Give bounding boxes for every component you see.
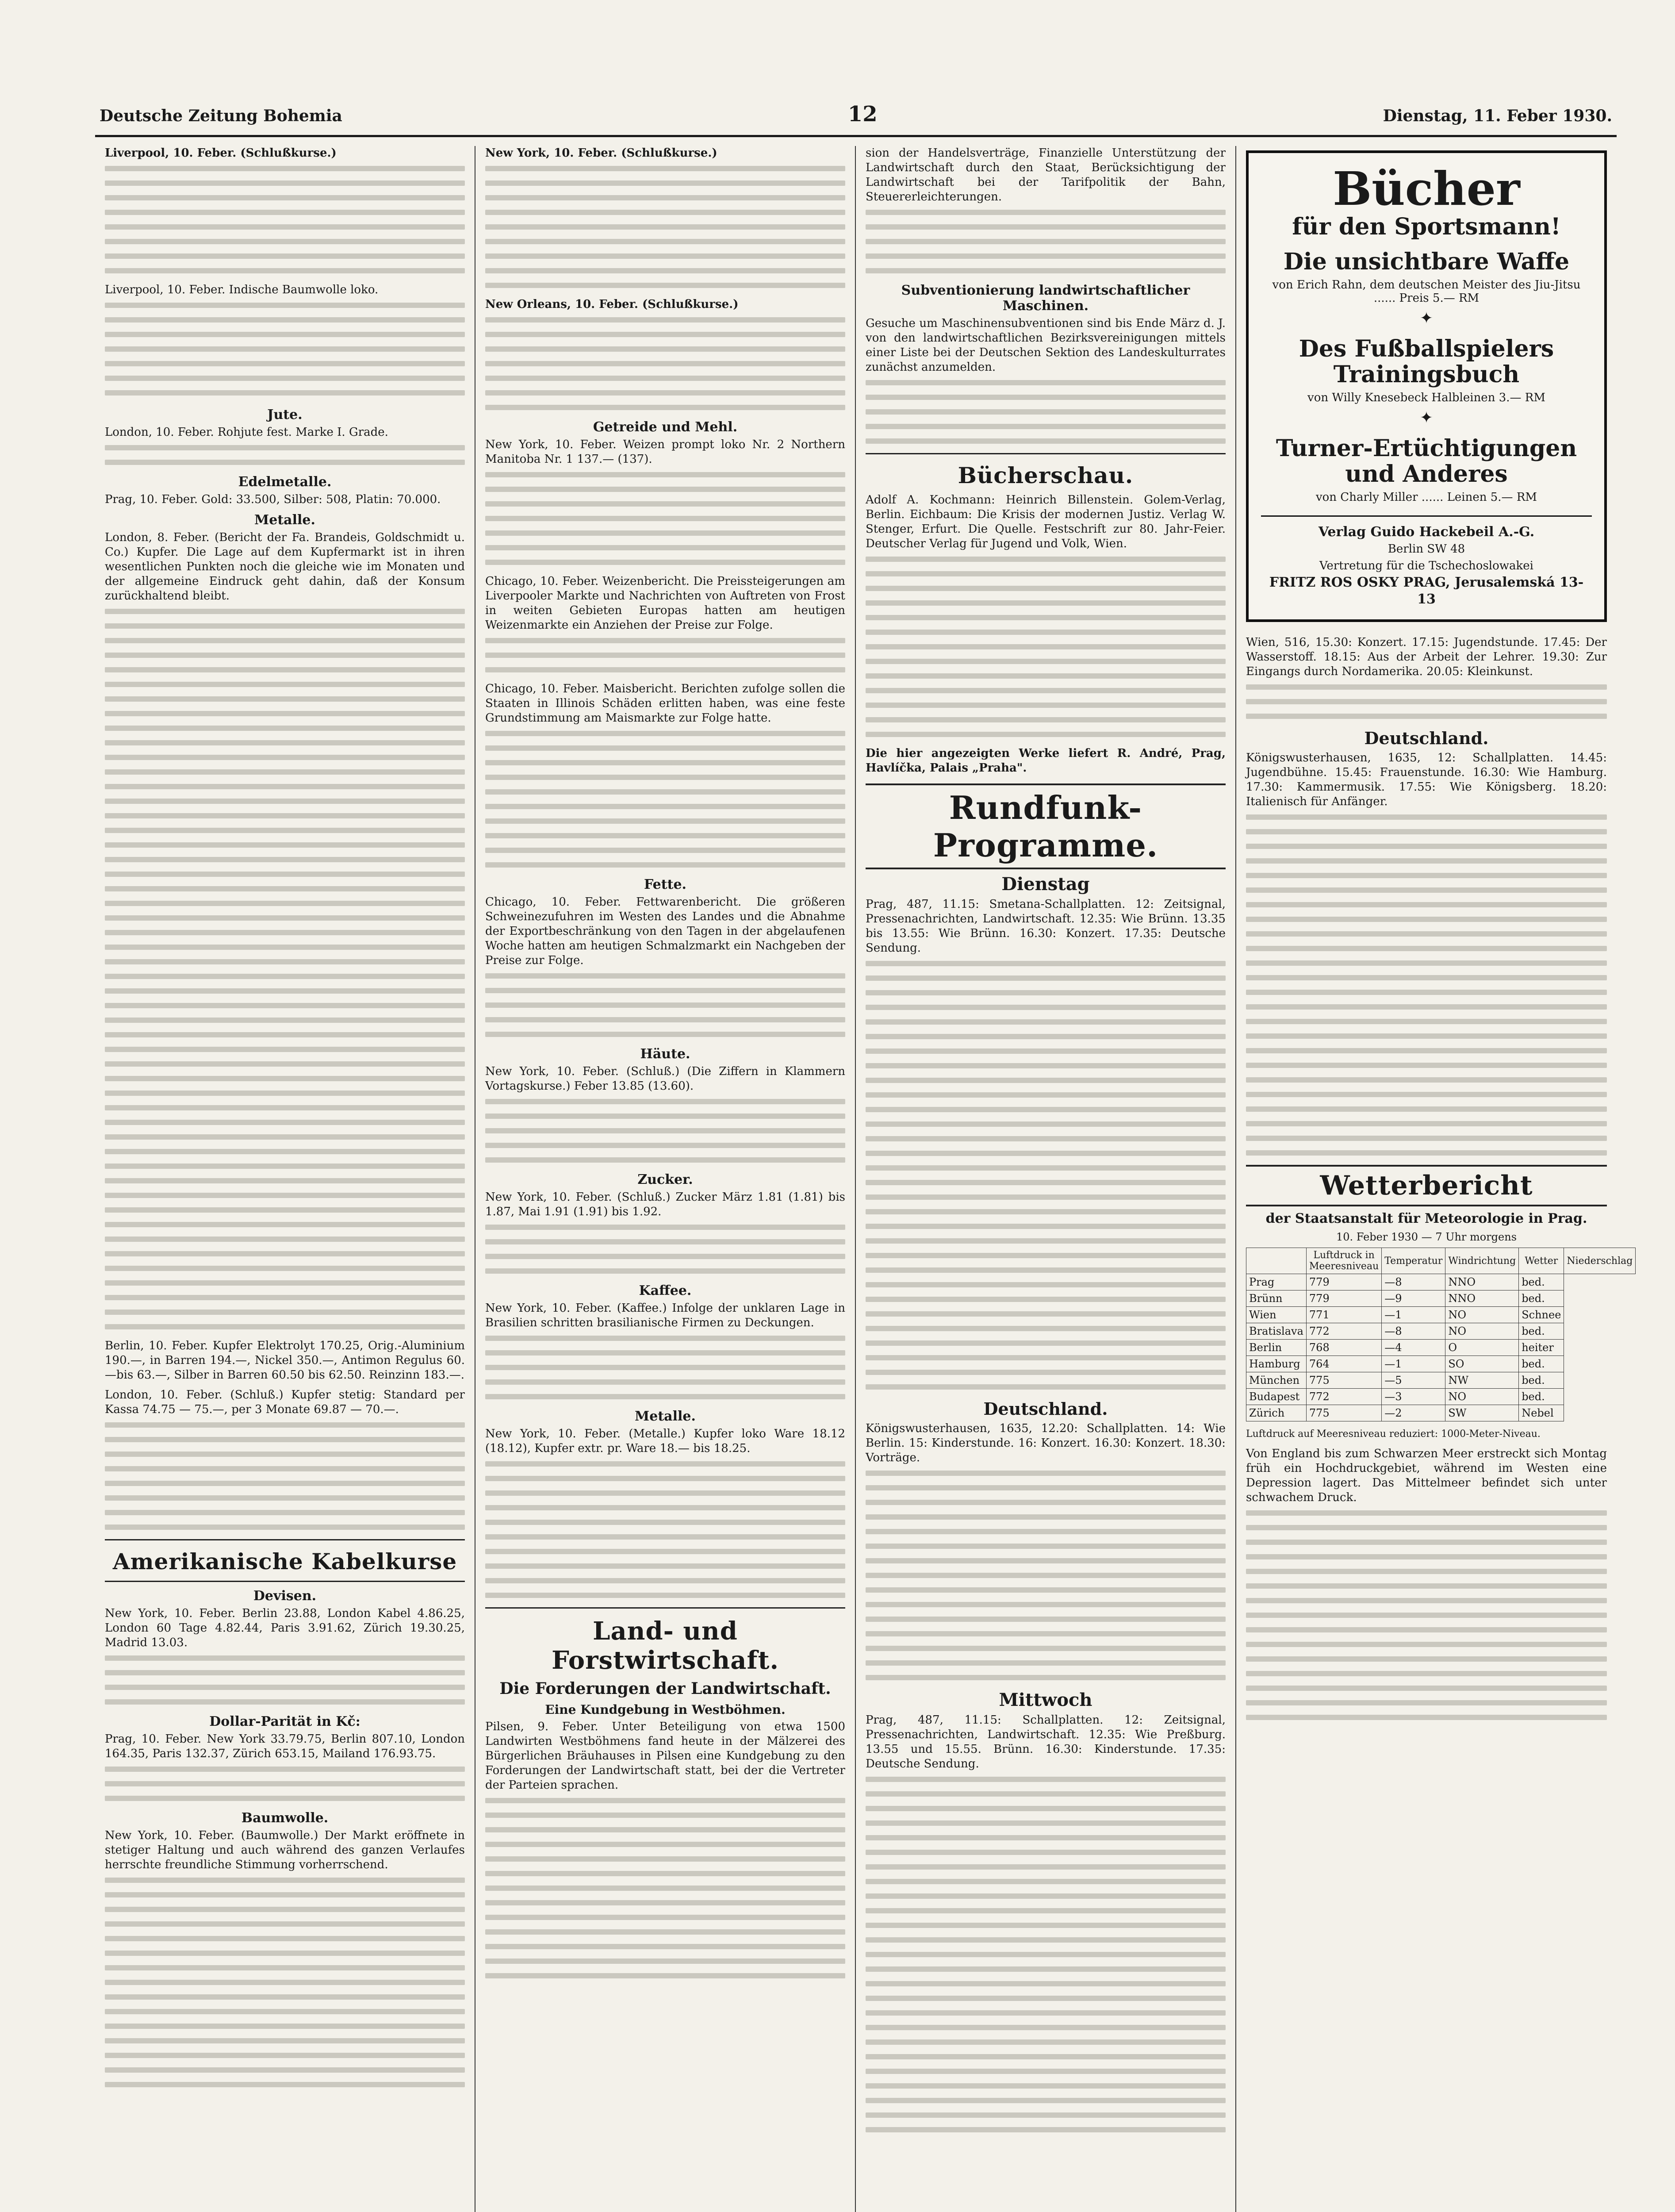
radio-wien-text: Wien, 516, 15.30: Konzert. 17.15: Jugendstunde. 17.45: Der Wasserstoff. 18.15: Aus der Arbeit der Lehrer. 19.30: Zur Eingangs durch Nordamerika. 20.05: Kleinkunst. — [1246, 636, 1607, 678]
weather-col-temperatur: Temperatur — [1382, 1248, 1445, 1274]
chicago-mais-text: Chicago, 10. Feber. Maisbericht. Berichten zufolge sollen die Staaten in Illinois Schäden erlitten haben, was eine feste Grundstimmung am Maismarkte zur Folge hatte. — [485, 682, 845, 725]
weather-cell: NNO — [1445, 1290, 1519, 1307]
ad-subhead: für den Sportsmann! — [1292, 213, 1561, 240]
weather-cell: NO — [1445, 1389, 1519, 1405]
wetter-note: Luftdruck auf Meeresniveau reduziert: 1000-Meter-Niveau. — [1246, 1429, 1541, 1440]
land-text: Pilsen, 9. Feber. Unter Beteiligung von etwa 1500 Landwirten Westböhmens fand heute in der Mälzerei des Bürgerlichen Bräuhauses in Pilsen eine Kundgebung zu den Forderungen der Landwirtschaft statt, bei der die Vertreter der Parteien sprachen. — [485, 1720, 845, 1792]
wetterbericht-subheading: der Staatsanstalt für Meteorologie in Prag. — [1265, 1211, 1587, 1226]
devisen-heading: Devisen. — [253, 1588, 317, 1604]
weather-station: München — [1246, 1372, 1307, 1389]
deutschland-text-1: Königswusterhausen, 1635, 12.20: Schallplatten. 14: Wie Berlin. 15: Kinderstunde. 16: Konzert. 16.30: Konzert. 18.30: Vorträge. — [866, 1422, 1226, 1464]
column-1 — [95, 146, 475, 2212]
weather-table-row — [1246, 1323, 1636, 1340]
baumwolle-text: New York, 10. Feber. (Baumwolle.) Der Markt eröffnete in stetiger Haltung und auch während des ganzen Verlaufes herrschte freundliche Stimmung vorherrschend. — [105, 1829, 465, 1871]
ad-book-1-author: von Erich Rahn, dem deutschen Meister des Jiu-Jitsu ...... Preis 5.— RM — [1272, 278, 1581, 305]
weather-station: Hamburg — [1246, 1356, 1307, 1372]
subventionierung-heading: Subventionierung landwirtschaftlicher Maschinen. — [901, 283, 1190, 314]
weather-table-row — [1246, 1290, 1636, 1307]
weather-cell: O — [1445, 1340, 1519, 1356]
berlin-metal-text: Berlin, 10. Feber. Kupfer Elektrolyt 170.25, Orig.-Aluminium 190.—, in Barren 194.—, Nickel 350.—, Antimon Regulus 60.—bis 63.—, Silber in Barren 60.50 bis 62.50. Reinzinn 183.—. — [105, 1339, 465, 1382]
liverpool-indian: Liverpool, 10. Feber. Indische Baumwolle loko. — [105, 283, 379, 296]
ad-separator-1: ✦ — [1419, 309, 1434, 327]
weather-col-wind: Windrichtung — [1445, 1248, 1519, 1274]
kaffee-heading: Kaffee. — [639, 1283, 692, 1298]
weather-station: Bratislava — [1246, 1323, 1307, 1340]
metalle-heading: Metalle. — [254, 512, 315, 528]
weather-cell: bed. — [1519, 1290, 1564, 1307]
devisen-text: New York, 10. Feber. Berlin 23.88, London Kabel 4.86.25, London 60 Tage 4.82.44, Paris 3.91.62, Zürich 19.30.25, Madrid 13.03. — [105, 1607, 465, 1649]
chicago-weizen-text: Chicago, 10. Feber. Weizenbericht. Die Preissteigerungen am Liverpooler Markte und Nachrichten von Auftreten von Frost in weiten Gebieten Europas hatten am heutigen Weizenmarkte ein Anziehen der Preise zur Folge. — [485, 575, 845, 632]
haeute-heading: Häute. — [640, 1046, 690, 1062]
land-subheading-2: Eine Kundgebung in Westböhmen. — [545, 1702, 786, 1717]
ad-publisher: Verlag Guido Hackebeil A.-G. Berlin SW 48 Vertretung für die Tschechoslowakei FRITZ ROS OSKY PRAG, Jerusalemská 13-13 — [1261, 515, 1592, 608]
ad-book-1-title: Die unsichtbare Waffe — [1283, 248, 1570, 275]
ad-book-3-author: von Charly Miller ...... Leinen 5.— RM — [1315, 491, 1537, 504]
price-table-neworleans — [485, 317, 845, 410]
deutschland-text-2: Königswusterhausen, 1635, 12: Schallplatten. 14.45: Jugendbühne. 15.45: Frauenstunde. 16.30: Wie Hamburg. 17.30: Kammermusik. 17.55: Wie Königsberg. 18.20: Italienisch für Anfänger. — [1246, 751, 1607, 808]
weather-cell: NO — [1445, 1323, 1519, 1340]
fette-text: Chicago, 10. Feber. Fettwarenbericht. Die größeren Schweinezufuhren im Westen des Landes und die Abnahme der Exportbeschränkung von den Tagen in der abgelaufenen Woche hatten am heutigen Schmalzmarkt ein Nachgeben der Preise zur Folge. — [485, 895, 845, 967]
weather-cell: SW — [1445, 1405, 1519, 1421]
weather-cell: NO — [1445, 1307, 1519, 1323]
zucker-heading: Zucker. — [637, 1172, 693, 1187]
getreide-heading: Getreide und Mehl. — [593, 419, 738, 435]
ad-headline: Bücher — [1333, 161, 1520, 216]
weather-col-niederschlag: Niederschlag — [1564, 1248, 1636, 1274]
wetter-table-caption: 10. Feber 1930 — 7 Uhr morgens — [1336, 1231, 1517, 1243]
buecherschau-heading: Bücherschau. — [958, 462, 1134, 488]
masthead — [95, 102, 1617, 137]
column-2 — [475, 146, 856, 2212]
forderungen-fortsetzung: sion der Handelsverträge, Finanzielle Unterstützung der Landwirtschaft durch den Staat, Berücksichtigung der Landwirtschaft bei der Tarifpolitik der Bahn, Steuererleichterungen. — [866, 146, 1226, 204]
mittwoch-text: Prag, 487, 11.15: Schallplatten. 12: Zeitsignal, Pressenachrichten, Landwirtschaft. 12.35: Wie Preßburg. 13.55 und 15.55. Brünn. 16.30: Kinderstunde. 17.35: Deutsche Sendung. — [866, 1713, 1226, 1770]
price-table-newyork — [485, 166, 845, 288]
amerikanische-kabelkurse-heading: Amerikanische Kabelkurse — [112, 1548, 457, 1575]
weather-cell: —9 — [1382, 1290, 1445, 1307]
ad-separator-2: ✦ — [1419, 409, 1434, 427]
page-number: 12 — [847, 102, 878, 127]
weather-station: Berlin — [1246, 1340, 1307, 1356]
jute-heading: Jute. — [267, 407, 303, 422]
weather-table-row — [1246, 1389, 1636, 1405]
columns — [95, 146, 1633, 2212]
weather-cell: —5 — [1382, 1372, 1445, 1389]
weather-cell: —2 — [1382, 1405, 1445, 1421]
weather-cell: 775 — [1306, 1372, 1381, 1389]
wetter-text: Von England bis zum Schwarzen Meer erstreckt sich Montag früh ein Hochdruckgebiet, während im Westen eine Depression lagert. Das Mittelmeer befindet sich unter schwachem Druck. — [1246, 1447, 1607, 1504]
land-subheading: Die Forderungen der Landwirtschaft. — [499, 1679, 831, 1698]
weather-table-row — [1246, 1372, 1636, 1389]
subventionierung-text: Gesuche um Maschinensubventionen sind bis Ende März d. J. von den landwirtschaftlichen Bezirksvereinigungen mittels einer Liste bei der Deutschen Sektion des Landeskulturrates zunächst anzumelden. — [866, 317, 1226, 374]
weather-cell: —1 — [1382, 1356, 1445, 1372]
weather-cell: 772 — [1306, 1323, 1381, 1340]
jute-text: London, 10. Feber. Rohjute fest. Marke I. Grade. — [105, 426, 388, 439]
london-metal-text: London, 10. Feber. (Schluß.) Kupfer stetig: Standard per Kassa 74.75 — 75.—, per 3 Monate 69.87 — 70.—. — [105, 1388, 465, 1416]
weather-cell: Nebel — [1519, 1405, 1564, 1421]
dienstag-heading: Dienstag — [1001, 874, 1090, 895]
ad-book-2-author: von Willy Knesebeck Halbleinen 3.— RM — [1307, 391, 1545, 404]
weather-cell: —3 — [1382, 1389, 1445, 1405]
ad-book-2-title: Des Fußballspielers Trainingsbuch — [1299, 335, 1554, 388]
wetterbericht-heading: Wetterbericht — [1246, 1165, 1607, 1206]
edelmetalle-heading: Edelmetalle. — [238, 474, 332, 490]
weather-cell: bed. — [1519, 1356, 1564, 1372]
weather-cell: 768 — [1306, 1340, 1381, 1356]
weather-cell: —4 — [1382, 1340, 1445, 1356]
weather-cell: bed. — [1519, 1274, 1564, 1290]
weather-col-wetter: Wetter — [1519, 1248, 1564, 1274]
column-3 — [856, 146, 1236, 2212]
weather-station: Prag — [1246, 1274, 1307, 1290]
weather-cell: —1 — [1382, 1307, 1445, 1323]
weather-cell: 772 — [1306, 1389, 1381, 1405]
weather-table-header — [1246, 1248, 1636, 1274]
weather-cell: 771 — [1306, 1307, 1381, 1323]
baumwolle-heading: Baumwolle. — [241, 1810, 329, 1826]
price-table-liverpool — [105, 166, 465, 273]
buecherschau-hinweis: Die hier angezeigten Werke liefert R. André, Prag, Havlíčka, Palais „Praha". — [866, 747, 1226, 775]
masthead-title: Deutsche Zeitung Bohemia — [100, 107, 342, 125]
weather-table-row — [1246, 1356, 1636, 1372]
weather-table-row — [1246, 1307, 1636, 1323]
weather-station: Budapest — [1246, 1389, 1307, 1405]
deutschland-heading-1: Deutschland. — [983, 1399, 1108, 1419]
weather-cell: bed. — [1519, 1372, 1564, 1389]
new-orleans-header: New Orleans, 10. Feber. (Schlußkurse.) — [485, 298, 739, 311]
weather-station: Wien — [1246, 1307, 1307, 1323]
ny-header: New York, 10. Feber. (Schlußkurse.) — [485, 146, 717, 160]
dienstag-text: Prag, 487, 11.15: Smetana-Schallplatten. 12: Zeitsignal, Pressenachrichten, Landwirtschaft. 12.35: Wie Brünn. 13.35 bis 13.55: Wie Brünn. 16.30: Konzert. 17.35: Deutsche Sendung. — [866, 898, 1226, 955]
weather-table-row — [1246, 1340, 1636, 1356]
haeute-text: New York, 10. Feber. (Schluß.) (Die Ziffern in Klammern Vortagskurse.) Feber 13.85 (13.60). — [485, 1065, 845, 1093]
deutschland-heading-2: Deutschland. — [1364, 728, 1489, 748]
weather-cell: bed. — [1519, 1323, 1564, 1340]
weather-cell: SO — [1445, 1356, 1519, 1372]
fette-heading: Fette. — [644, 877, 686, 892]
weather-table-row — [1246, 1274, 1636, 1290]
weather-col-luftdruck: Luftdruck in Meeresniveau — [1306, 1248, 1381, 1274]
liverpool-header: Liverpool, 10. Feber. (Schlußkurse.) — [105, 146, 337, 160]
column-4 — [1236, 146, 1633, 2212]
metalle-ny-heading: Metalle. — [635, 1409, 696, 1424]
weather-cell: 779 — [1306, 1274, 1381, 1290]
weather-cell: Schnee — [1519, 1307, 1564, 1323]
kaffee-text: New York, 10. Feber. (Kaffee.) Infolge der unklaren Lage in Brasilien schritten brasilianische Firmen zu Deckungen. — [485, 1302, 845, 1329]
weather-station: Zürich — [1246, 1405, 1307, 1421]
weather-cell: 764 — [1306, 1356, 1381, 1372]
weather-cell: NNO — [1445, 1274, 1519, 1290]
weather-station: Brünn — [1246, 1290, 1307, 1307]
getreide-text: New York, 10. Feber. Weizen prompt loko Nr. 2 Northern Manitoba Nr. 1 137.— (137). — [485, 438, 845, 466]
metalle-ny-text: New York, 10. Feber. (Metalle.) Kupfer loko Ware 18.12 (18.12), Kupfer extr. pr. Ware 18.— bis 18.25. — [485, 1427, 845, 1455]
dollar-paritaet-heading: Dollar-Parität in Kč: — [209, 1714, 360, 1729]
weather-table-row — [1246, 1405, 1636, 1421]
weather-cell: 775 — [1306, 1405, 1381, 1421]
masthead-date: Dienstag, 11. Feber 1930. — [1383, 107, 1612, 125]
ad-book-3-title: Turner-Ertüchtigungen und Anderes — [1276, 435, 1577, 488]
metalle-text: London, 8. Feber. (Bericht der Fa. Brandeis, Goldschmidt u. Co.) Kupfer. Die Lage auf dem Kupfermarkt ist in ihren wesentlichen Punkten noch die gleiche wie im Monaten und der allgemeine Eindruck geht dahin, daß der Konsum zurückhaltend bleibt. — [105, 531, 465, 603]
edelmetalle-text: Prag, 10. Feber. Gold: 33.500, Silber: 508, Platin: 70.000. — [105, 493, 441, 506]
rundfunk-heading: Rundfunk-Programme. — [866, 783, 1226, 869]
weather-cell: —8 — [1382, 1323, 1445, 1340]
dollar-paritaet-text: Prag, 10. Feber. New York 33.79.75, Berlin 807.10, London 164.35, Paris 132.37, Zürich 653.15, Mailand 176.93.75. — [105, 1732, 465, 1760]
buecherschau-text: Adolf A. Kochmann: Heinrich Billenstein. Golem-Verlag, Berlin. Eichbaum: Die Krisis der modernen Justiz. Verlag W. Stenger, Erfurt. Die Quelle. Festschrift zur 80. Jahr-Feier. Deutscher Verlag für Jugend und Volk, Wien. — [866, 493, 1226, 550]
buecher-advertisement — [1246, 150, 1607, 622]
land-forst-heading: Land- und Forstwirtschaft. — [552, 1617, 779, 1675]
weather-cell: bed. — [1519, 1389, 1564, 1405]
mittwoch-heading: Mittwoch — [999, 1690, 1092, 1710]
weather-cell: 779 — [1306, 1290, 1381, 1307]
weather-cell: heiter — [1519, 1340, 1564, 1356]
weather-cell: NW — [1445, 1372, 1519, 1389]
weather-cell: —8 — [1382, 1274, 1445, 1290]
weather-table — [1246, 1248, 1636, 1421]
newspaper-page — [95, 102, 1633, 2212]
zucker-text: New York, 10. Feber. (Schluß.) Zucker März 1.81 (1.81) bis 1.87, Mai 1.91 (1.91) bis 1.92. — [485, 1190, 845, 1218]
